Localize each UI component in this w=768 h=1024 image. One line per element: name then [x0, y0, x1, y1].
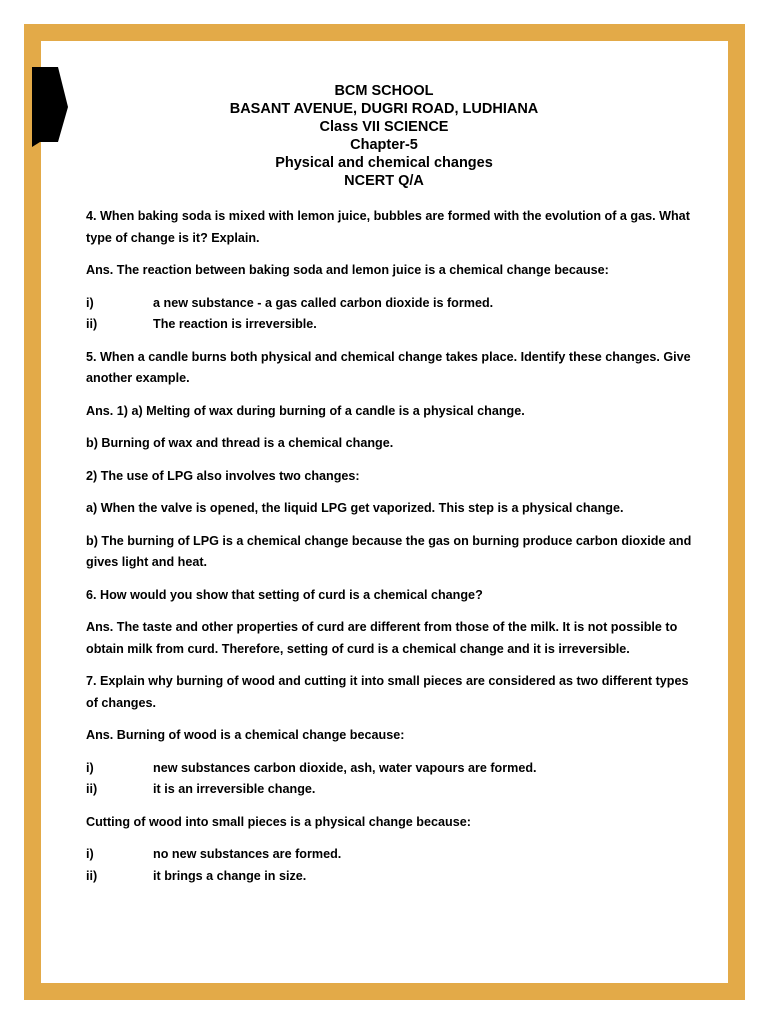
list-item-text: it brings a change in size. — [153, 868, 307, 883]
answer-5-part-2a: a) When the valve is opened, the liquid LPG get vaporized. This step is a physical change. — [86, 501, 624, 515]
document-type: NCERT Q/A — [344, 173, 424, 189]
list-item-text: a new substance - a gas called carbon dioxide is formed. — [153, 295, 494, 310]
answer-5-part-1a: Ans. 1) a) Melting of wax during burning of a candle is a physical change. — [86, 403, 525, 418]
answer-7: Ans. Burning of wood is a chemical change because: — [86, 728, 405, 742]
answer-5-part-1b: b) Burning of wax and thread is a chemical change. — [86, 436, 394, 450]
document-body — [86, 206, 692, 898]
list-item — [86, 844, 692, 866]
answer-4: Ans. The reaction between baking soda and lemon juice is a chemical change because: — [86, 263, 609, 277]
school-address: BASANT AVENUE, DUGRI ROAD, LUDHIANA — [229, 101, 539, 117]
question-5: 5. When a candle burns both physical and chemical change takes place. Identify these changes. Give another example. — [86, 349, 691, 385]
list-item-number: i) — [86, 760, 94, 775]
list-item-text: new substances carbon dioxide, ash, water vapours are formed. — [153, 760, 537, 775]
list-item-number: ii) — [86, 317, 98, 331]
list-item-number: i) — [86, 295, 94, 310]
answer-7-list-cutting — [86, 844, 692, 887]
answer-5-part-2: 2) The use of LPG also involves two changes: — [86, 468, 360, 483]
chapter-title: Physical and chemical changes — [275, 155, 493, 171]
document-header — [0, 82, 768, 190]
list-item-text: it is an irreversible change. — [153, 782, 316, 796]
list-item-text: no new substances are formed. — [153, 847, 342, 861]
list-item-number: i) — [86, 847, 94, 861]
answer-7-list-burning — [86, 758, 692, 801]
list-item-number: ii) — [86, 868, 98, 883]
answer-7-cutting: Cutting of wood into small pieces is a physical change because: — [86, 814, 471, 829]
list-item — [86, 758, 692, 780]
answer-6: Ans. The taste and other properties of curd are different from those of the milk. It is not possible to obtain milk from curd. Therefore, setting of curd is a chemical change and it is irreversible. — [86, 620, 678, 656]
list-item — [86, 866, 692, 888]
list-item — [86, 293, 692, 315]
question-7: 7. Explain why burning of wood and cutting it into small pieces are considered as two different types of changes. — [86, 674, 689, 710]
question-4: 4. When baking soda is mixed with lemon juice, bubbles are formed with the evolution of a gas. What type of change is it? Explain. — [86, 209, 690, 245]
answer-4-list — [86, 293, 692, 336]
list-item-text: The reaction is irreversible. — [153, 317, 317, 331]
school-name: BCM SCHOOL — [334, 83, 434, 99]
answer-5-part-2b: b) The burning of LPG is a chemical change because the gas on burning produce carbon dioxide and gives light and heat. — [86, 533, 692, 569]
list-item — [86, 314, 692, 336]
chapter-number: Chapter-5 — [350, 137, 418, 153]
list-item — [86, 779, 692, 801]
question-6: 6. How would you show that setting of curd is a chemical change? — [86, 587, 483, 602]
list-item-number: ii) — [86, 782, 98, 796]
class-title: Class VII SCIENCE — [319, 119, 449, 135]
